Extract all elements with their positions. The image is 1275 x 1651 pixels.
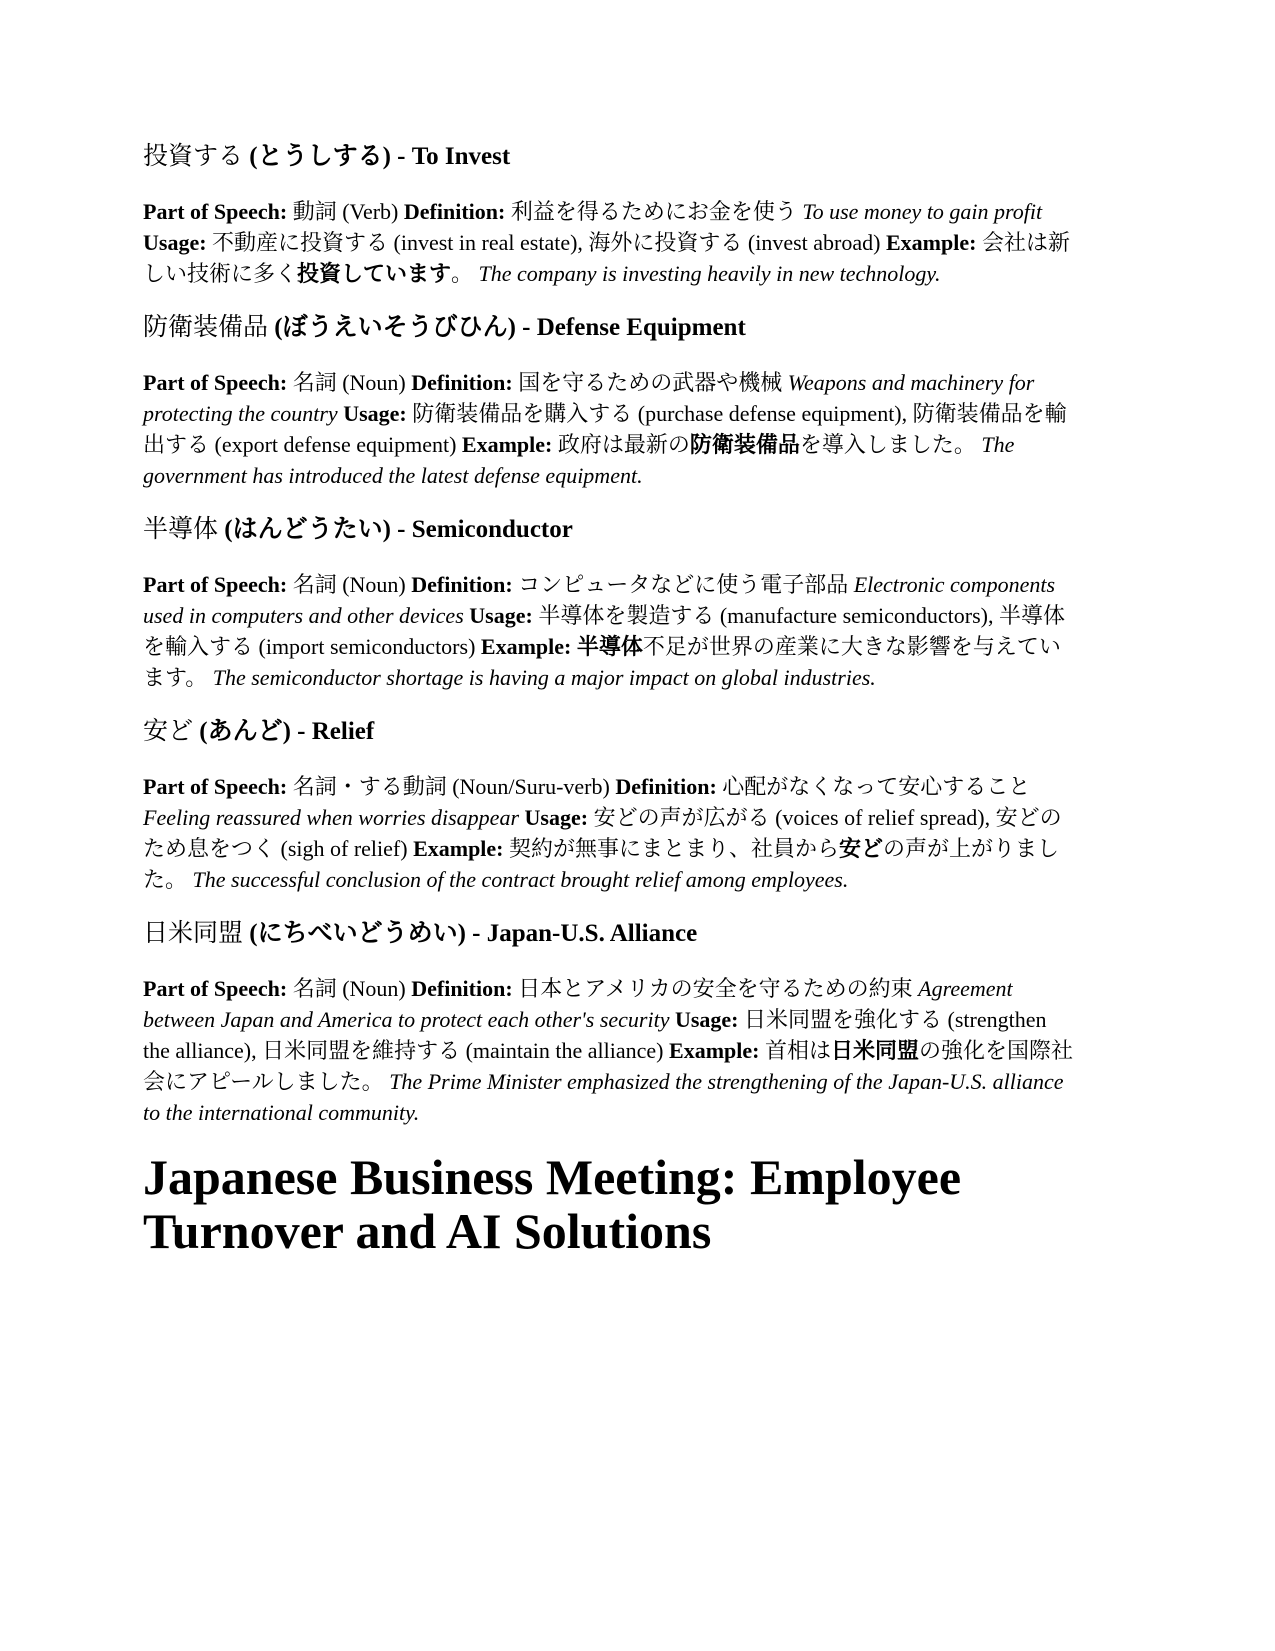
term-reading-translation: (ぼうえいそうびひん) - Defense Equipment bbox=[268, 314, 746, 341]
definition-english: Weapons and machinery for protecting the country bbox=[143, 370, 1035, 426]
definition-english: To use money to gain profit bbox=[802, 199, 1043, 224]
example-label: Example: bbox=[413, 836, 504, 861]
term-japanese: 防衛装備品 bbox=[143, 314, 269, 341]
example-highlight: 投資しています bbox=[297, 261, 452, 286]
pos-value: 名詞 (Noun) bbox=[287, 572, 412, 597]
usage-value: 防衛装備品を購入する (purchase defense equipment), 防衛装備品を輸出する (export defense equipment) bbox=[143, 401, 1067, 457]
usage-label: Usage: bbox=[143, 230, 207, 255]
example-japanese: 会社は新しい技術に多く bbox=[143, 230, 1070, 286]
vocab-entry-semiconductor bbox=[143, 513, 1073, 693]
term-heading bbox=[143, 513, 1073, 547]
definition-label: Definition: bbox=[411, 572, 513, 597]
example-english: The government has introduced the latest defense equipment. bbox=[143, 432, 1015, 488]
document-page bbox=[143, 140, 1073, 1258]
pos-value: 動詞 (Verb) bbox=[287, 199, 404, 224]
definition-label: Definition: bbox=[403, 199, 506, 224]
example-english: The company is investing heavily in new technology. bbox=[478, 261, 941, 286]
term-heading bbox=[143, 715, 1073, 749]
definition-english: Feeling reassured when worries disappear bbox=[143, 805, 520, 830]
vocab-entry-defense-equipment bbox=[143, 311, 1073, 491]
example-label: Example: bbox=[461, 432, 553, 457]
example-highlight: 防衛装備品 bbox=[689, 432, 800, 457]
example-highlight: 半導体 bbox=[576, 634, 643, 659]
pos-value: 名詞・する動詞 (Noun/Suru-verb) bbox=[287, 774, 616, 799]
term-details bbox=[143, 196, 1073, 289]
example-english: The Prime Minister emphasized the strengthening of the Japan-U.S. alliance to the international community. bbox=[143, 1069, 1064, 1125]
definition-japanese: 利益を得るためにお金を使う bbox=[505, 199, 803, 224]
usage-label: Usage: bbox=[469, 603, 533, 628]
example-japanese-end: 不足が世界の産業に大きな影響を与えています。 bbox=[143, 634, 1061, 690]
example-japanese-end: の声が上がりました。 bbox=[143, 836, 1060, 892]
definition-japanese: コンピュータなどに使う電子部品 bbox=[512, 572, 854, 597]
definition-english: Electronic components used in computers and other devices bbox=[143, 572, 1056, 628]
term-reading-translation: (とうしする) - To Invest bbox=[243, 143, 511, 170]
vocab-entry-relief bbox=[143, 715, 1073, 895]
definition-english: Agreement between Japan and America to protect each other's security bbox=[143, 976, 1013, 1032]
definition-japanese: 日本とアメリカの安全を守るための約束 bbox=[512, 976, 919, 1001]
pos-label: Part of Speech: bbox=[143, 976, 288, 1001]
example-japanese-end: を導入しました。 bbox=[799, 432, 982, 457]
term-japanese: 日米同盟 bbox=[143, 920, 244, 947]
term-japanese: 投資する bbox=[143, 143, 244, 170]
pos-label: Part of Speech: bbox=[143, 572, 288, 597]
example-label: Example: bbox=[669, 1038, 760, 1063]
definition-label: Definition: bbox=[615, 774, 717, 799]
definition-label: Definition: bbox=[411, 976, 513, 1001]
example-japanese-end: の強化を国際社会にアピールしました。 bbox=[143, 1038, 1074, 1094]
example-highlight: 日米同盟 bbox=[830, 1038, 919, 1063]
usage-value: 日米同盟を強化する (strengthen the alliance), 日米同盟を維持する (maintain the alliance) bbox=[143, 1007, 1047, 1063]
definition-japanese: 心配がなくなって安心すること bbox=[716, 774, 1031, 799]
term-reading-translation: (にちべいどうめい) - Japan-U.S. Alliance bbox=[243, 920, 698, 947]
pos-label: Part of Speech: bbox=[143, 774, 288, 799]
usage-label: Usage: bbox=[674, 1007, 739, 1032]
definition-japanese: 国を守るための武器や機械 bbox=[512, 370, 788, 395]
pos-label: Part of Speech: bbox=[143, 370, 288, 395]
definition-label: Definition: bbox=[411, 370, 513, 395]
example-japanese: 契約が無事にまとまり、社員から bbox=[503, 836, 840, 861]
example-japanese: 首相は bbox=[759, 1038, 831, 1063]
term-details bbox=[143, 771, 1073, 895]
term-heading bbox=[143, 917, 1073, 951]
term-japanese: 半導体 bbox=[143, 516, 219, 543]
example-english: The semiconductor shortage is having a major impact on global industries. bbox=[212, 665, 876, 690]
pos-value: 名詞 (Noun) bbox=[287, 976, 412, 1001]
example-english: The successful conclusion of the contract brought relief among employees. bbox=[192, 867, 849, 892]
usage-value: 不動産に投資する (invest in real estate), 海外に投資する (invest abroad) bbox=[206, 230, 886, 255]
term-japanese: 安ど bbox=[143, 718, 194, 745]
usage-value: 半導体を製造する (manufacture semiconductors), 半導体を輸入する (import semiconductors) bbox=[143, 603, 1065, 659]
pos-label: Part of Speech: bbox=[143, 199, 288, 224]
usage-label: Usage: bbox=[343, 401, 407, 426]
pos-value: 名詞 (Noun) bbox=[287, 370, 412, 395]
term-details bbox=[143, 367, 1073, 491]
usage-value: 安どの声が広がる (voices of relief spread), 安どのため息をつく (sigh of relief) bbox=[143, 805, 1062, 861]
term-heading bbox=[143, 311, 1073, 345]
vocab-entry-alliance bbox=[143, 917, 1073, 1128]
example-japanese: 政府は最新の bbox=[552, 432, 690, 457]
term-details bbox=[143, 569, 1073, 693]
example-japanese-end: 。 bbox=[451, 261, 479, 286]
term-reading-translation: (はんどうたい) - Semiconductor bbox=[218, 516, 573, 543]
example-label: Example: bbox=[885, 230, 977, 255]
term-heading bbox=[143, 140, 1073, 174]
vocab-entry-invest bbox=[143, 140, 1073, 289]
example-highlight: 安ど bbox=[839, 836, 884, 861]
term-details bbox=[143, 973, 1073, 1128]
section-title: Japanese Business Meeting: Employee Turnover and AI Solutions bbox=[143, 1149, 962, 1259]
example-label: Example: bbox=[480, 634, 572, 659]
usage-label: Usage: bbox=[524, 805, 589, 830]
term-reading-translation: (あんど) - Relief bbox=[193, 718, 375, 745]
